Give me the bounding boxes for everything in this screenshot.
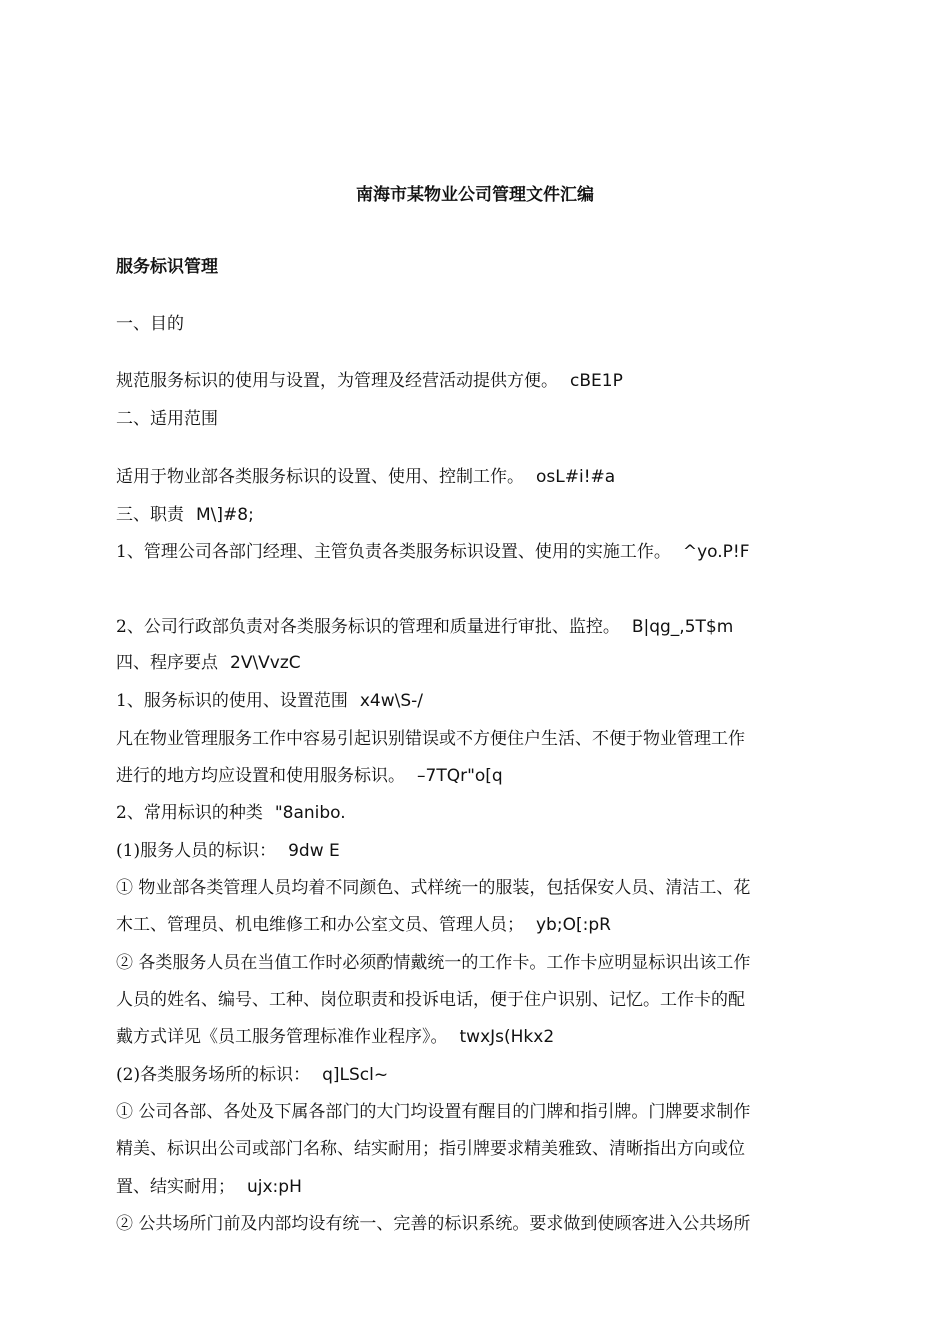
paragraph-line bbox=[116, 987, 836, 1013]
line-code: "8anibo. bbox=[274, 803, 346, 823]
line-text: 适用于物业部各类服务标识的设置、使用、控制工作。 bbox=[116, 467, 524, 487]
line-text: ① 物业部各类管理人员均着不同颜色、式样统一的服装，包括保安人员、清洁工、花 bbox=[116, 878, 751, 898]
paragraph-line bbox=[116, 912, 836, 938]
line-text: 1、服务标识的使用、设置范围 bbox=[116, 691, 348, 711]
heading-procedure bbox=[116, 650, 836, 676]
paragraph-line bbox=[116, 875, 836, 901]
paragraph-line bbox=[116, 726, 836, 752]
line-code: –7TQr"o[q bbox=[417, 766, 503, 786]
heading-responsibility bbox=[116, 502, 836, 528]
paragraph-line bbox=[116, 1099, 836, 1125]
section-title: 服务标识管理 bbox=[116, 257, 218, 277]
paragraph-line bbox=[116, 838, 836, 864]
line-code: B|qg_,5T$m bbox=[631, 617, 734, 637]
line-text: 一、目的 bbox=[116, 314, 184, 334]
line-text: ② 公共场所门前及内部均设有统一、完善的标识系统。要求做到使顾客进入公共场所 bbox=[116, 1214, 751, 1234]
line-text: 2、公司行政部负责对各类服务标识的管理和质量进行审批、监控。 bbox=[116, 617, 620, 637]
line-text: 木工、管理员、机电维修工和办公室文员、管理人员； bbox=[116, 915, 524, 935]
line-text: 进行的地方均应设置和使用服务标识。 bbox=[116, 766, 405, 786]
paragraph-line bbox=[116, 1062, 836, 1088]
line-text: ① 公司各部、各处及下属各部门的大门均设置有醒目的门牌和指引牌。门牌要求制作 bbox=[116, 1102, 751, 1122]
line-text: (1)服务人员的标识： bbox=[116, 841, 277, 861]
line-code: cBE1P bbox=[570, 371, 623, 391]
line-text: (2)各类服务场所的标识： bbox=[116, 1065, 311, 1085]
paragraph-line bbox=[116, 368, 836, 394]
paragraph-line bbox=[116, 614, 836, 640]
paragraph-line bbox=[116, 464, 836, 490]
paragraph-line bbox=[116, 800, 836, 826]
line-code: ujx:pH bbox=[247, 1177, 302, 1197]
paragraph-line bbox=[116, 539, 836, 565]
line-text: 2、常用标识的种类 bbox=[116, 803, 263, 823]
line-text: 三、职责 bbox=[116, 505, 184, 525]
document-title: 南海市某物业公司管理文件汇编 bbox=[356, 185, 594, 205]
line-text: 1、管理公司各部门经理、主管负责各类服务标识设置、使用的实施工作。 bbox=[116, 542, 671, 562]
line-code: 2V\VvzC bbox=[230, 653, 301, 673]
line-text: ② 各类服务人员在当值工作时必须酌情戴统一的工作卡。工作卡应明显标识出该工作 bbox=[116, 953, 751, 973]
paragraph-line bbox=[116, 688, 836, 714]
line-code: ^yo.P!F bbox=[682, 542, 750, 562]
line-text: 精美、标识出公司或部门名称、结实耐用；指引牌要求精美雅致、清晰指出方向或位 bbox=[116, 1139, 745, 1159]
line-code: twxJs(Hkx2 bbox=[459, 1027, 555, 1047]
paragraph-line bbox=[116, 950, 836, 976]
heading-scope bbox=[116, 406, 836, 432]
heading-purpose bbox=[116, 311, 836, 337]
line-code: yb;O[:pR bbox=[536, 915, 611, 935]
paragraph-line bbox=[116, 1174, 836, 1200]
line-text: 凡在物业管理服务工作中容易引起识别错误或不方便住户生活、不便于物业管理工作 bbox=[116, 729, 745, 749]
paragraph-line bbox=[116, 1211, 836, 1237]
line-code: M\]#8; bbox=[196, 505, 254, 525]
line-code: 9dw E bbox=[288, 841, 340, 861]
line-code: q]LScl~ bbox=[322, 1065, 389, 1085]
line-text: 二、适用范围 bbox=[116, 409, 218, 429]
line-text: 戴方式详见《员工服务管理标准作业程序》。 bbox=[116, 1027, 448, 1047]
paragraph-line bbox=[116, 763, 836, 789]
paragraph-line bbox=[116, 1136, 836, 1162]
line-code: x4w\S-/ bbox=[359, 691, 423, 711]
line-text: 规范服务标识的使用与设置，为管理及经营活动提供方便。 bbox=[116, 371, 558, 391]
line-text: 四、程序要点 bbox=[116, 653, 218, 673]
line-text: 置、结实耐用； bbox=[116, 1177, 235, 1197]
line-code: osL#i!#a bbox=[536, 467, 616, 487]
line-text: 人员的姓名、编号、工种、岗位职责和投诉电话，便于住户识别、记忆。工作卡的配 bbox=[116, 990, 745, 1010]
paragraph-line bbox=[116, 1024, 836, 1050]
